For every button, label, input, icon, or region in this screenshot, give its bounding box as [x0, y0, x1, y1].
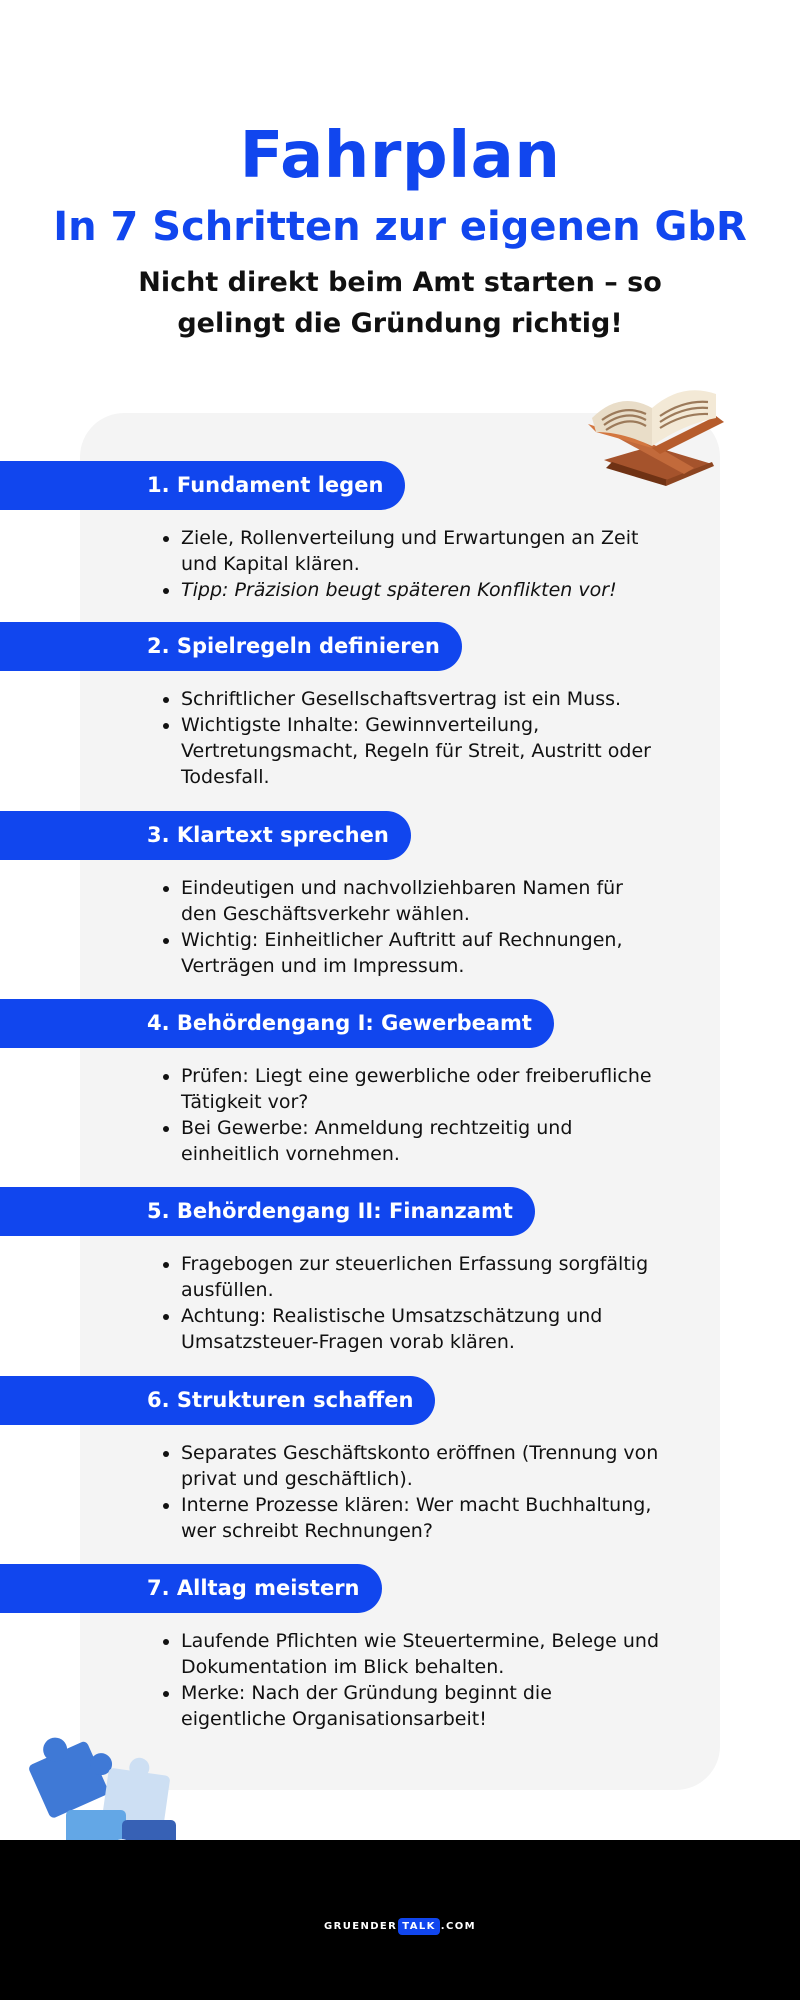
- page-tagline: Nicht direkt beim Amt starten – so gelingt die Gründung richtig!: [138, 267, 662, 339]
- step-bullet-item: Fragebogen zur steuerlichen Erfassung sorgfältig ausfüllen.: [181, 1251, 661, 1303]
- step-bullet-item: Schriftlicher Gesellschaftsvertrag ist ein Muss.: [181, 686, 661, 712]
- step-heading: 4. Behördengang I: Gewerbeamt: [0, 999, 554, 1048]
- logo-text-highlight: TALK: [398, 1918, 440, 1935]
- step-heading: 5. Behördengang II: Finanzamt: [0, 1187, 535, 1236]
- step-heading: 1. Fundament legen: [0, 461, 405, 510]
- step-bullet-list: [0, 686, 800, 790]
- step-bullet-list: [0, 1440, 800, 1544]
- footer: [0, 1840, 800, 2000]
- gruendertalk-logo[interactable]: [0, 1918, 800, 1935]
- step-bullet-item: Tipp: Präzision beugt späteren Konflikten vor!: [181, 577, 661, 603]
- logo-text-left: GRUENDER: [324, 1921, 398, 1932]
- step-bullet-list: [0, 1628, 800, 1732]
- step-bullet-item: Bei Gewerbe: Anmeldung rechtzeitig und einheitlich vornehmen.: [181, 1115, 661, 1167]
- step-heading: 7. Alltag meistern: [0, 1564, 382, 1613]
- step-bullet-item: Interne Prozesse klären: Wer macht Buchhaltung, wer schreibt Rechnungen?: [181, 1492, 661, 1544]
- step-bullet-list: [0, 1063, 800, 1167]
- open-book-icon: [582, 368, 730, 488]
- step-bullet-item: Wichtig: Einheitlicher Auftritt auf Rechnungen, Verträgen und im Impressum.: [181, 927, 661, 979]
- step-bullet-list: [0, 525, 800, 603]
- step-bullet-item: Separates Geschäftskonto eröffnen (Trennung von privat und geschäftlich).: [181, 1440, 661, 1492]
- step-bullet-item: Prüfen: Liegt eine gewerbliche oder freiberufliche Tätigkeit vor?: [181, 1063, 661, 1115]
- step-bullet-item: Ziele, Rollenverteilung und Erwartungen an Zeit und Kapital klären.: [181, 525, 661, 577]
- step-bullet-item: Merke: Nach der Gründung beginnt die eigentliche Organisationsarbeit!: [181, 1680, 661, 1732]
- step-bullet-item: Achtung: Realistische Umsatzschätzung und Umsatzsteuer-Fragen vorab klären.: [181, 1303, 661, 1355]
- step-heading: 6. Strukturen schaffen: [0, 1376, 435, 1425]
- step-bullet-item: Eindeutigen und nachvollziehbaren Namen für den Geschäftsverkehr wählen.: [181, 875, 661, 927]
- step-bullet-list: [0, 1251, 800, 1355]
- step-bullet-list: [0, 875, 800, 979]
- step-heading: 2. Spielregeln definieren: [0, 622, 462, 671]
- page-subtitle: In 7 Schritten zur eigenen GbR: [53, 204, 747, 250]
- logo-text-right: .COM: [440, 1921, 476, 1932]
- page-title: Fahrplan: [239, 119, 561, 193]
- step-bullet-item: Laufende Pflichten wie Steuertermine, Belege und Dokumentation im Blick behalten.: [181, 1630, 660, 1678]
- step-bullet-item: Wichtigste Inhalte: Gewinnverteilung, Vertretungsmacht, Regeln für Streit, Austritt oder Todesfall.: [181, 712, 661, 790]
- step-heading: 3. Klartext sprechen: [0, 811, 411, 860]
- page-header: [0, 118, 800, 344]
